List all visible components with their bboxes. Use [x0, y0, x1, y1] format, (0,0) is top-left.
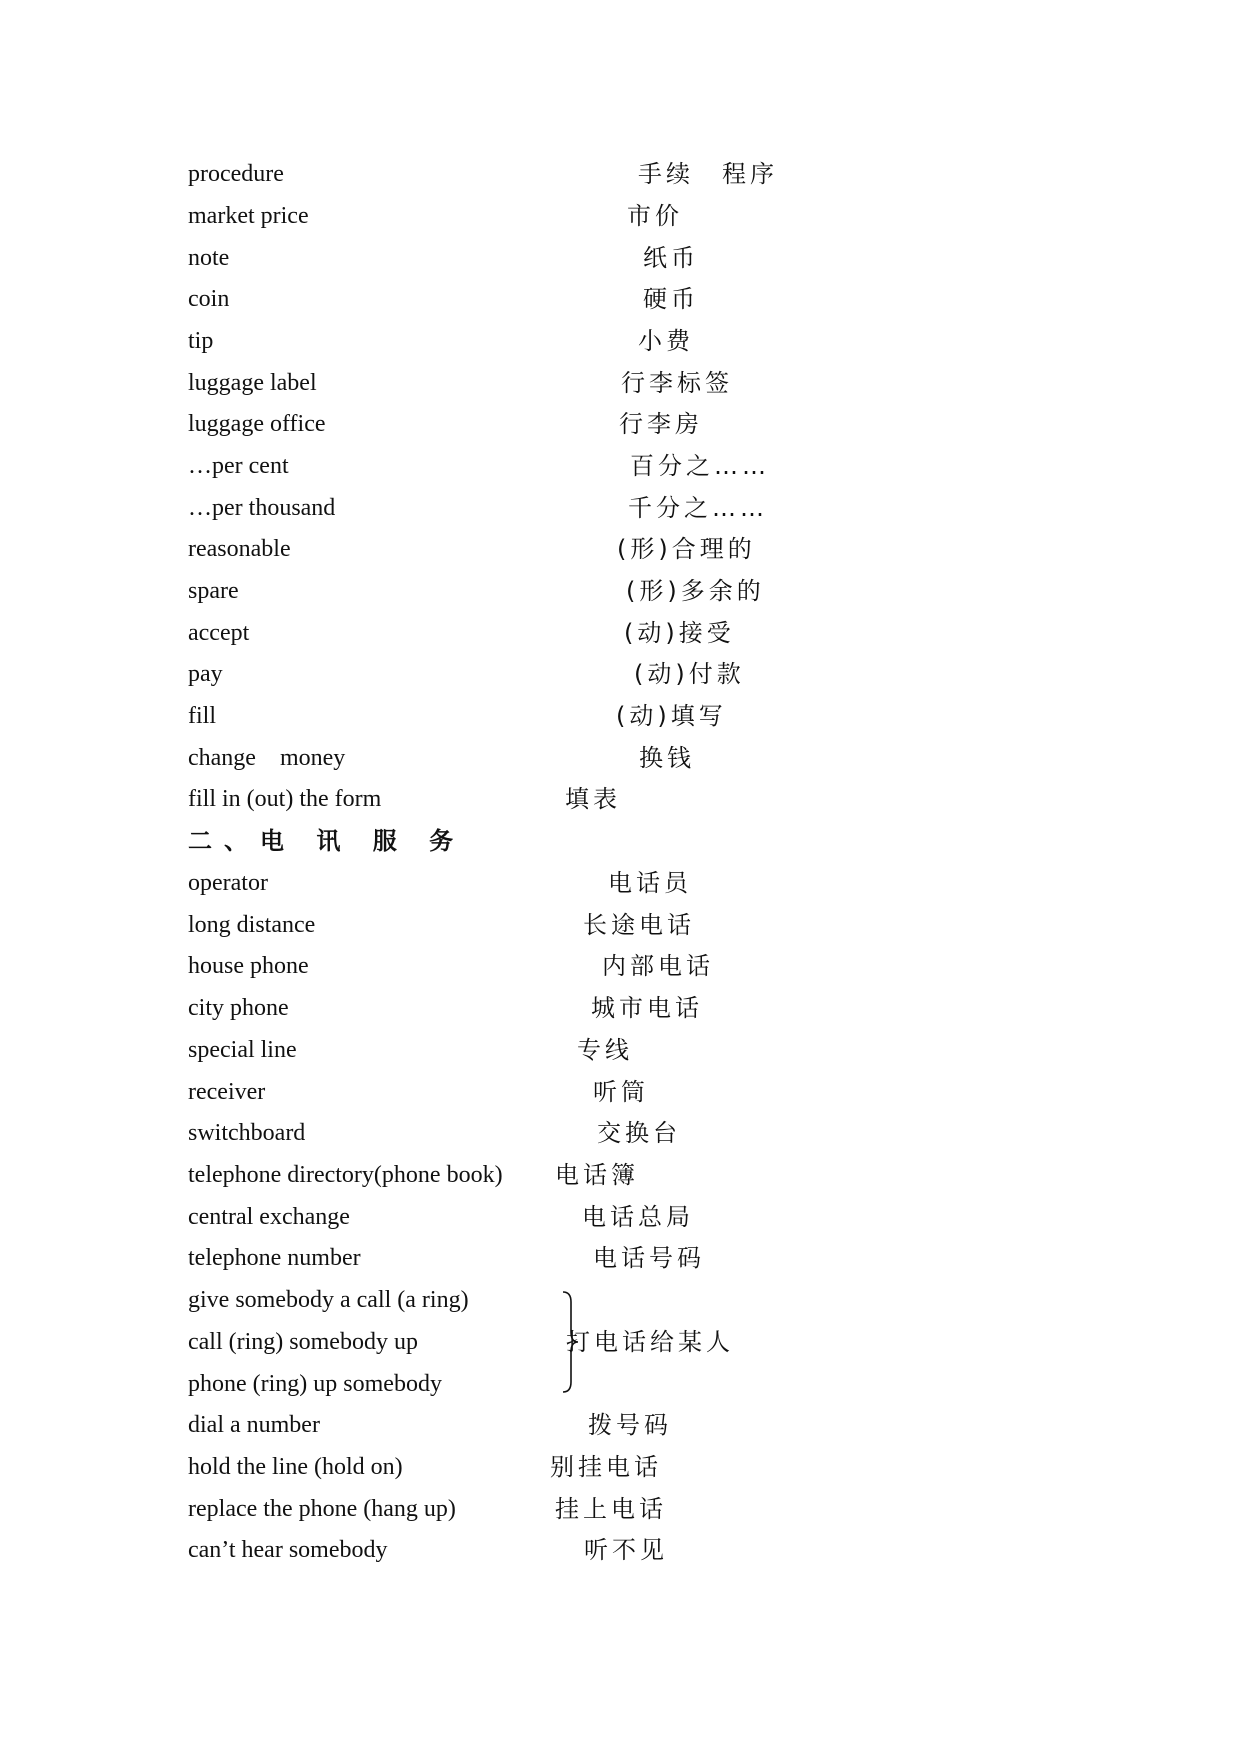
chinese-meaning: (形)合理的 — [617, 535, 756, 563]
english-term: telephone directory(phone book) — [188, 1162, 503, 1188]
vocab-row — [0, 1447, 1241, 1487]
vocab-row — [0, 1530, 1241, 1570]
vocab-row — [0, 196, 1241, 236]
english-term: can’t hear somebody — [188, 1537, 388, 1563]
chinese-meaning: 小费 — [638, 327, 694, 355]
vocab-row — [0, 1238, 1241, 1278]
chinese-meaning: 挂上电话 — [555, 1495, 667, 1523]
chinese-meaning: 行李标签 — [621, 369, 733, 397]
chinese-meaning: (形)多余的 — [626, 577, 765, 605]
vocab-row — [0, 1405, 1241, 1445]
chinese-meaning: 内部电话 — [602, 952, 714, 980]
vocab-row — [0, 1113, 1241, 1153]
vocab-row — [0, 1072, 1241, 1112]
vocab-row — [0, 946, 1241, 986]
english-term: reasonable — [188, 536, 291, 562]
chinese-meaning: 听筒 — [593, 1078, 649, 1106]
vocab-row — [0, 613, 1241, 653]
chinese-meaning: 电话员 — [608, 869, 692, 897]
vocab-row — [0, 404, 1241, 444]
vocab-row — [0, 988, 1241, 1028]
vocab-row — [0, 779, 1241, 819]
vocab-row — [0, 1197, 1241, 1237]
english-term: tip — [188, 328, 214, 354]
chinese-meaning: 拨号码 — [588, 1411, 672, 1439]
english-term: hold the line (hold on) — [188, 1454, 403, 1480]
vocab-row — [0, 1030, 1241, 1070]
chinese-meaning: 行李房 — [619, 410, 703, 438]
vocab-row — [0, 1155, 1241, 1195]
chinese-meaning: 城市电话 — [591, 994, 703, 1022]
english-term: switchboard — [188, 1120, 306, 1146]
vocab-row — [0, 154, 1241, 194]
vocab-row — [0, 321, 1241, 361]
chinese-meaning: 别挂电话 — [550, 1453, 662, 1481]
english-term: luggage office — [188, 411, 326, 437]
chinese-meaning: 电话总局 — [582, 1203, 694, 1231]
english-term: central exchange — [188, 1204, 350, 1230]
english-term: pay — [188, 661, 223, 687]
english-term: fill in (out) the form — [188, 786, 382, 812]
english-term: operator — [188, 870, 268, 896]
chinese-meaning: 专线 — [577, 1036, 633, 1064]
vocab-row — [0, 238, 1241, 278]
english-term: accept — [188, 620, 250, 646]
english-term: special line — [188, 1037, 297, 1063]
chinese-meaning: 百分之…… — [630, 452, 770, 480]
english-term: city phone — [188, 995, 289, 1021]
english-term: change money — [188, 745, 346, 771]
chinese-meaning: 纸币 — [643, 244, 699, 272]
vocab-row — [0, 1280, 1241, 1320]
vocab-row — [0, 696, 1241, 736]
chinese-meaning: 换钱 — [639, 744, 695, 772]
chinese-meaning: 长途电话 — [583, 911, 695, 939]
vocab-row — [0, 446, 1241, 486]
english-term: telephone number — [188, 1245, 361, 1271]
english-term: procedure — [188, 161, 284, 187]
vocab-row — [0, 1489, 1241, 1529]
english-term: call (ring) somebody up — [188, 1329, 418, 1355]
vocab-row — [0, 279, 1241, 319]
english-term: house phone — [188, 953, 309, 979]
chinese-meaning: 电话簿 — [555, 1161, 639, 1189]
english-term: fill — [188, 703, 216, 729]
vocab-row — [0, 654, 1241, 694]
english-term: coin — [188, 286, 230, 312]
english-term: spare — [188, 578, 239, 604]
vocab-row — [0, 529, 1241, 569]
english-term: replace the phone (hang up) — [188, 1496, 456, 1522]
chinese-meaning: 打电话给某人 — [566, 1328, 734, 1356]
english-term: long distance — [188, 912, 316, 938]
section-heading-row — [0, 821, 1241, 861]
chinese-meaning: (动)付款 — [634, 660, 745, 688]
vocab-row — [0, 905, 1241, 945]
chinese-meaning: 填表 — [565, 785, 621, 813]
english-term: market price — [188, 203, 309, 229]
chinese-meaning: 听不见 — [584, 1536, 668, 1564]
chinese-meaning: 手续 程序 — [638, 160, 778, 188]
chinese-meaning: 市价 — [627, 202, 683, 230]
chinese-meaning: 交换台 — [597, 1119, 681, 1147]
english-term: luggage label — [188, 370, 317, 396]
vocab-row — [0, 863, 1241, 903]
english-term: note — [188, 245, 230, 271]
english-term: phone (ring) up somebody — [188, 1371, 442, 1397]
vocab-row — [0, 363, 1241, 403]
chinese-meaning: (动)接受 — [624, 619, 735, 647]
vocab-row — [0, 571, 1241, 611]
vocab-row — [0, 738, 1241, 778]
english-term: dial a number — [188, 1412, 320, 1438]
vocab-row — [0, 1364, 1241, 1404]
english-term: …per thousand — [188, 495, 336, 521]
chinese-meaning: 硬币 — [643, 285, 699, 313]
english-term: give somebody a call (a ring) — [188, 1287, 469, 1313]
vocab-row — [0, 488, 1241, 528]
chinese-meaning: 电话号码 — [593, 1244, 705, 1272]
english-term: receiver — [188, 1079, 266, 1105]
section-heading: 二、电 讯 服 务 — [188, 827, 466, 855]
chinese-meaning: (动)填写 — [616, 702, 727, 730]
chinese-meaning: 千分之…… — [628, 494, 768, 522]
english-term: …per cent — [188, 453, 289, 479]
